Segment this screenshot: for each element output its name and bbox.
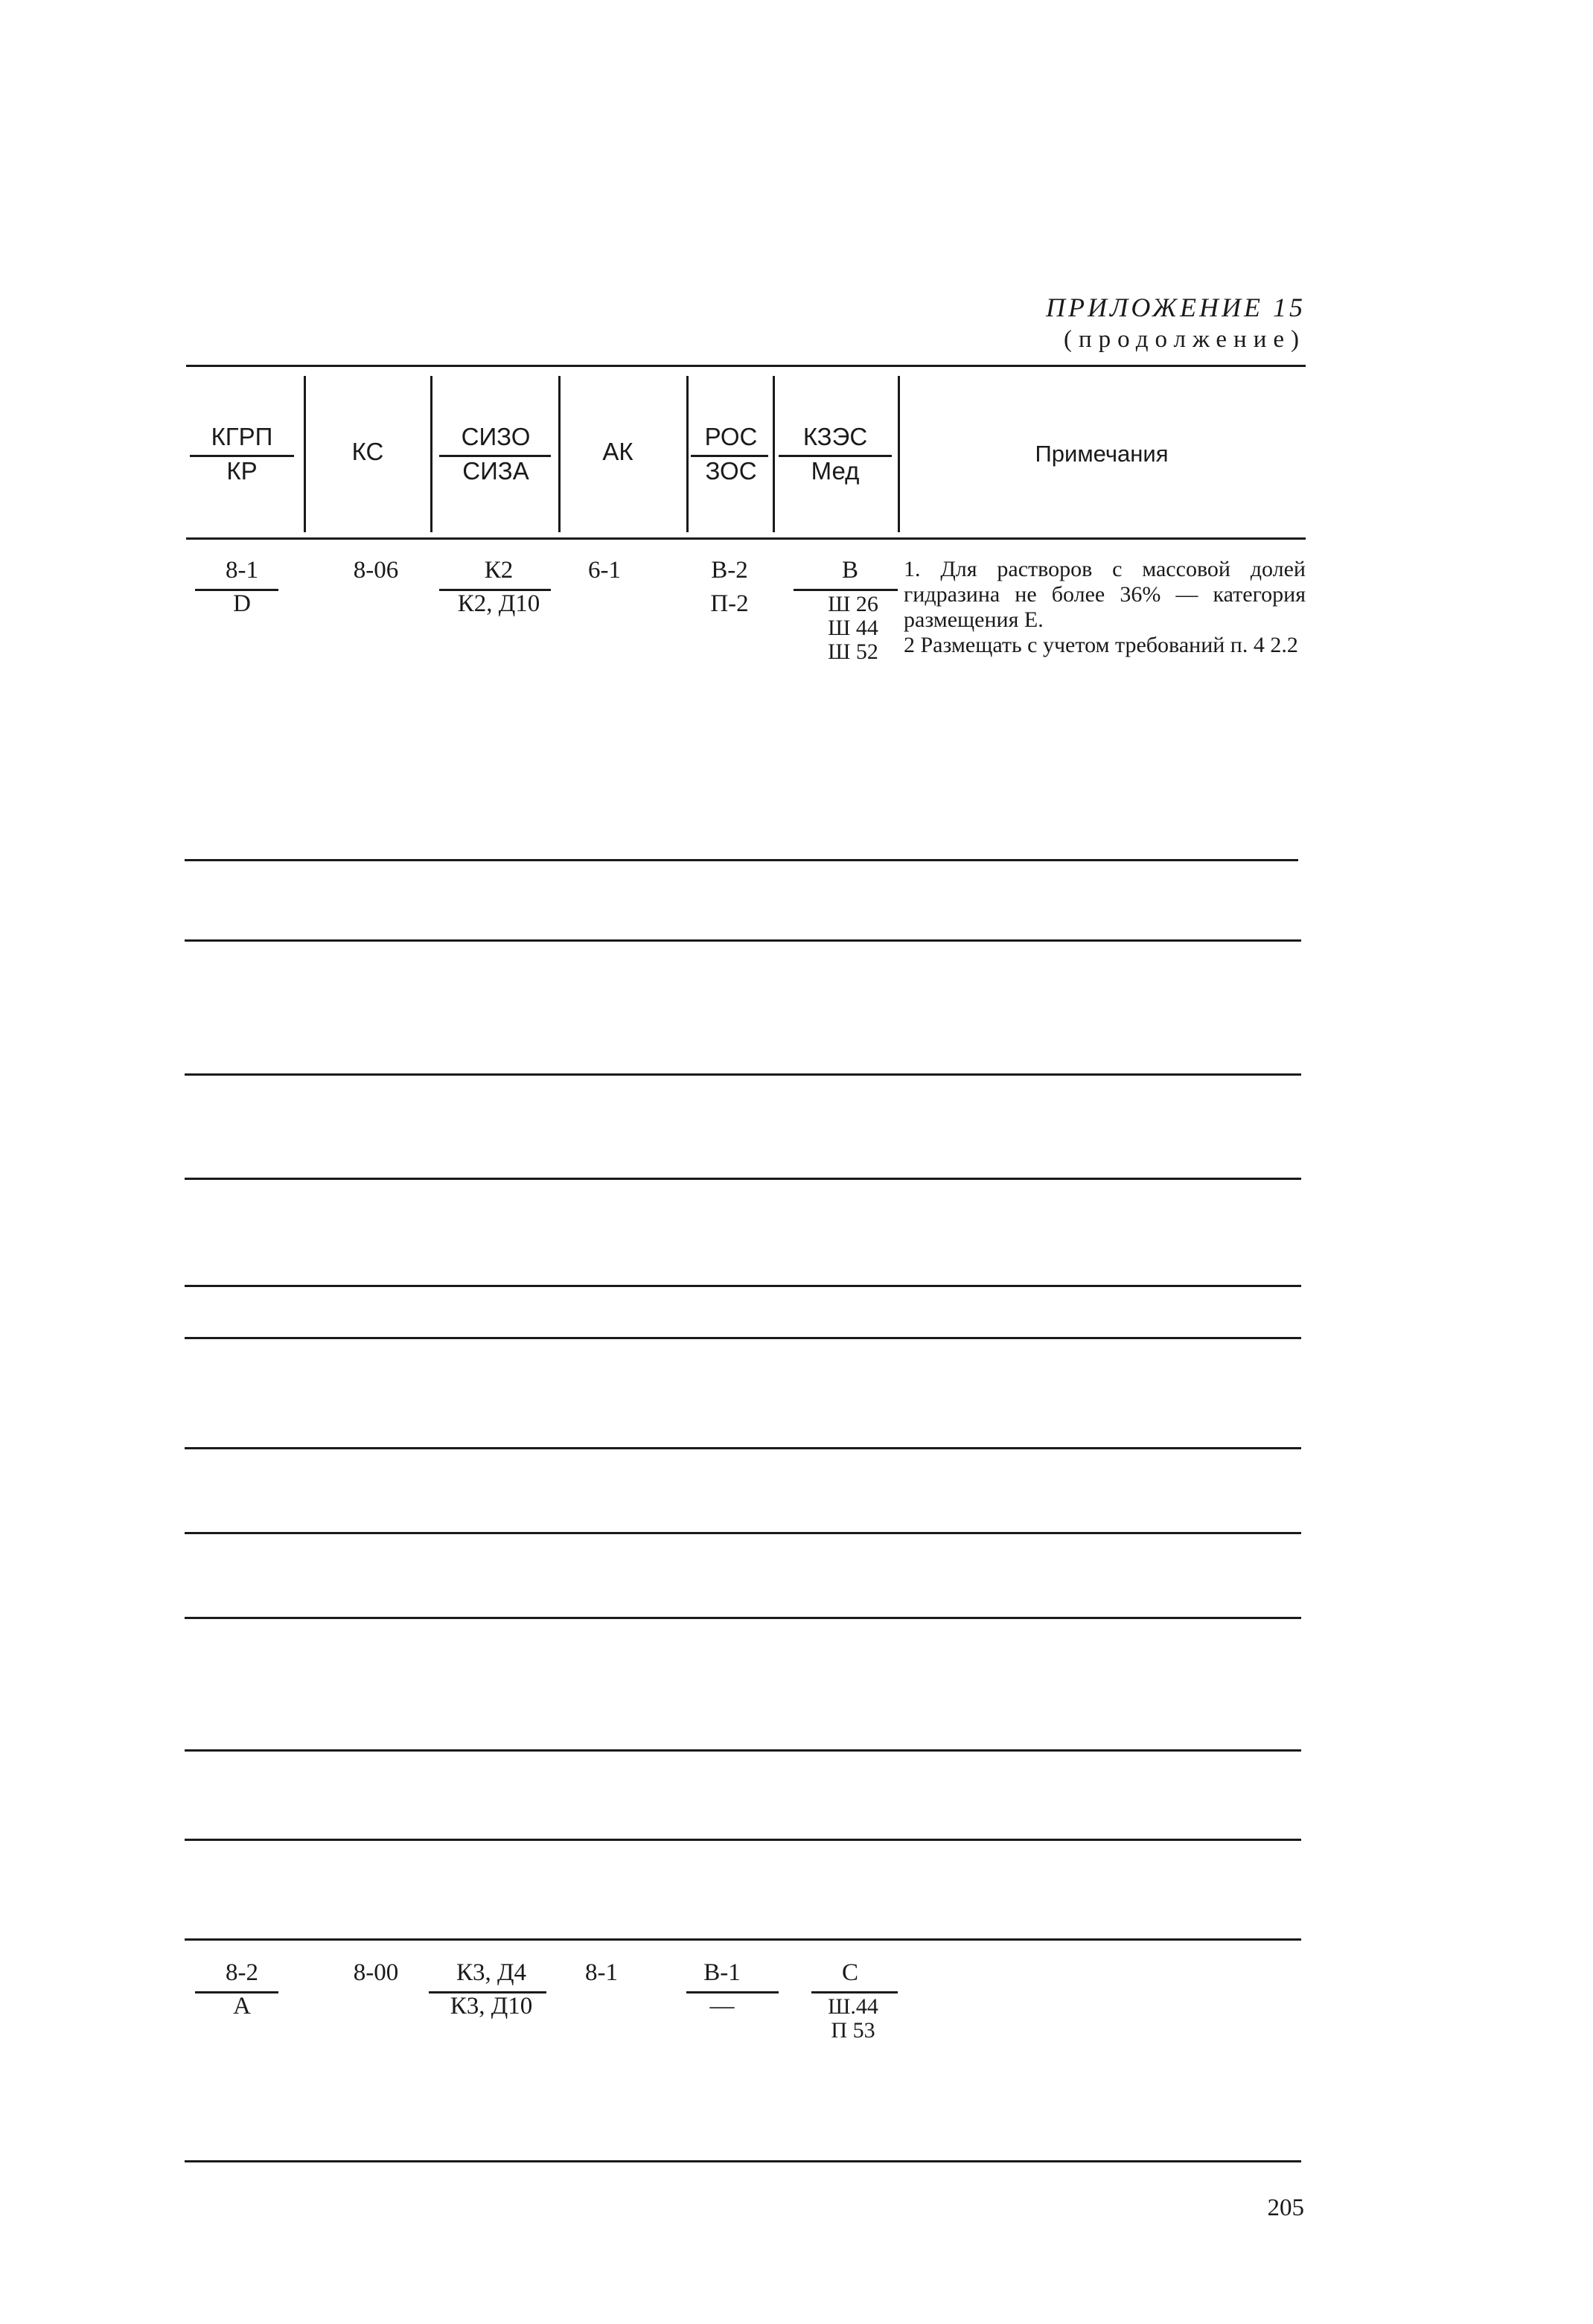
row-rule (185, 1178, 1301, 1180)
row2-kzes-list (808, 1995, 898, 2043)
row-rule (185, 1285, 1301, 1287)
list-item: П 53 (831, 2018, 875, 2043)
row-rule (185, 1447, 1301, 1449)
row1-ak: 6-1 (588, 557, 621, 584)
header-kzes-bottom: Мед (811, 457, 860, 485)
row-rule (185, 1938, 1301, 1941)
header-siza (444, 457, 548, 485)
header-notes (923, 441, 1280, 467)
row-rule (185, 1749, 1301, 1752)
header-kzes (783, 423, 887, 451)
note-item: 1. Для растворов с массовой долей гидразина не более 36% — категория размещения Е. (904, 557, 1306, 632)
row2-ak: 8-1 (585, 1959, 618, 1986)
header-kzes-top: КЗЭС (802, 423, 868, 450)
row1-notes (904, 557, 1306, 658)
header-med (783, 457, 887, 485)
list-item: Ш 26 (828, 592, 878, 616)
row-rule (185, 859, 1298, 861)
header-ros (679, 423, 783, 451)
row2-sizo-bottom: К3, Д10 (450, 1993, 533, 2020)
row-rule (185, 1617, 1301, 1619)
header-kgrp-bottom: КР (226, 457, 258, 485)
column-divider (773, 376, 775, 532)
list-item: Ш.44 (828, 1994, 878, 2019)
header-ks (316, 438, 420, 466)
appendix-subtitle: (продолжение) (1064, 326, 1306, 353)
row2-ros-top: В-1 (703, 1959, 741, 1986)
row-rule (185, 939, 1301, 942)
column-divider (304, 376, 306, 532)
row1-ros-top: В-2 (711, 557, 748, 584)
row2-kzes-top: С (841, 1959, 858, 1986)
column-divider (558, 376, 561, 532)
row-rule (185, 1532, 1301, 1534)
row-rule (185, 1337, 1301, 1339)
header-sizo (444, 423, 548, 451)
row1-ks: 8-06 (353, 557, 399, 584)
column-divider (898, 376, 900, 532)
column-divider (686, 376, 689, 532)
row1-sizo-top: К2 (484, 557, 514, 584)
row2-kgrp-top: 8-2 (226, 1959, 258, 1986)
row1-ros-bottom: П-2 (710, 590, 749, 617)
header-kr (190, 457, 294, 485)
header-kgrp-top: КГРП (211, 423, 273, 450)
fraction-bar (811, 1991, 898, 1993)
header-ros-bottom: ЗОС (705, 457, 757, 485)
row-rule (185, 1073, 1301, 1076)
header-kgrp (190, 423, 294, 451)
table-top-rule (186, 365, 1306, 367)
row1-kgrp-top: 8-1 (226, 557, 258, 584)
table-header-bottom-rule (186, 537, 1306, 540)
header-ks-label: КС (351, 438, 384, 465)
header-sizo-bottom: СИЗА (462, 457, 529, 485)
header-zos (679, 457, 783, 485)
fraction-bar (794, 589, 898, 591)
row-rule (185, 1839, 1301, 1841)
row1-kgrp-bottom: D (233, 590, 251, 617)
appendix-title: ПРИЛОЖЕНИЕ 15 (1046, 293, 1306, 322)
header-notes-label: Примечания (1035, 441, 1169, 467)
list-item: Ш 52 (828, 639, 878, 664)
list-item: Ш 44 (828, 616, 878, 640)
row2-sizo-top: К3, Д4 (456, 1959, 527, 1986)
row2-ros-bottom: — (709, 1993, 735, 2020)
column-divider (430, 376, 432, 532)
header-ros-top: РОС (704, 423, 758, 450)
note-item: 2 Размещать с учетом требований п. 4 2.2 (904, 633, 1298, 657)
header-ak (566, 438, 670, 466)
appendix-heading (1046, 292, 1306, 354)
page-number: 205 (1267, 2194, 1304, 2221)
header-sizo-top: СИЗО (461, 423, 531, 450)
row1-kzes-top: В (841, 557, 858, 584)
row1-kzes-list (808, 593, 898, 664)
header-ak-label: АК (602, 438, 633, 465)
row2-kgrp-bottom: А (233, 1993, 251, 2020)
table-bottom-rule (185, 2160, 1301, 2162)
row1-sizo-bottom: К2, Д10 (457, 590, 540, 617)
row2-ks: 8-00 (353, 1959, 399, 1986)
